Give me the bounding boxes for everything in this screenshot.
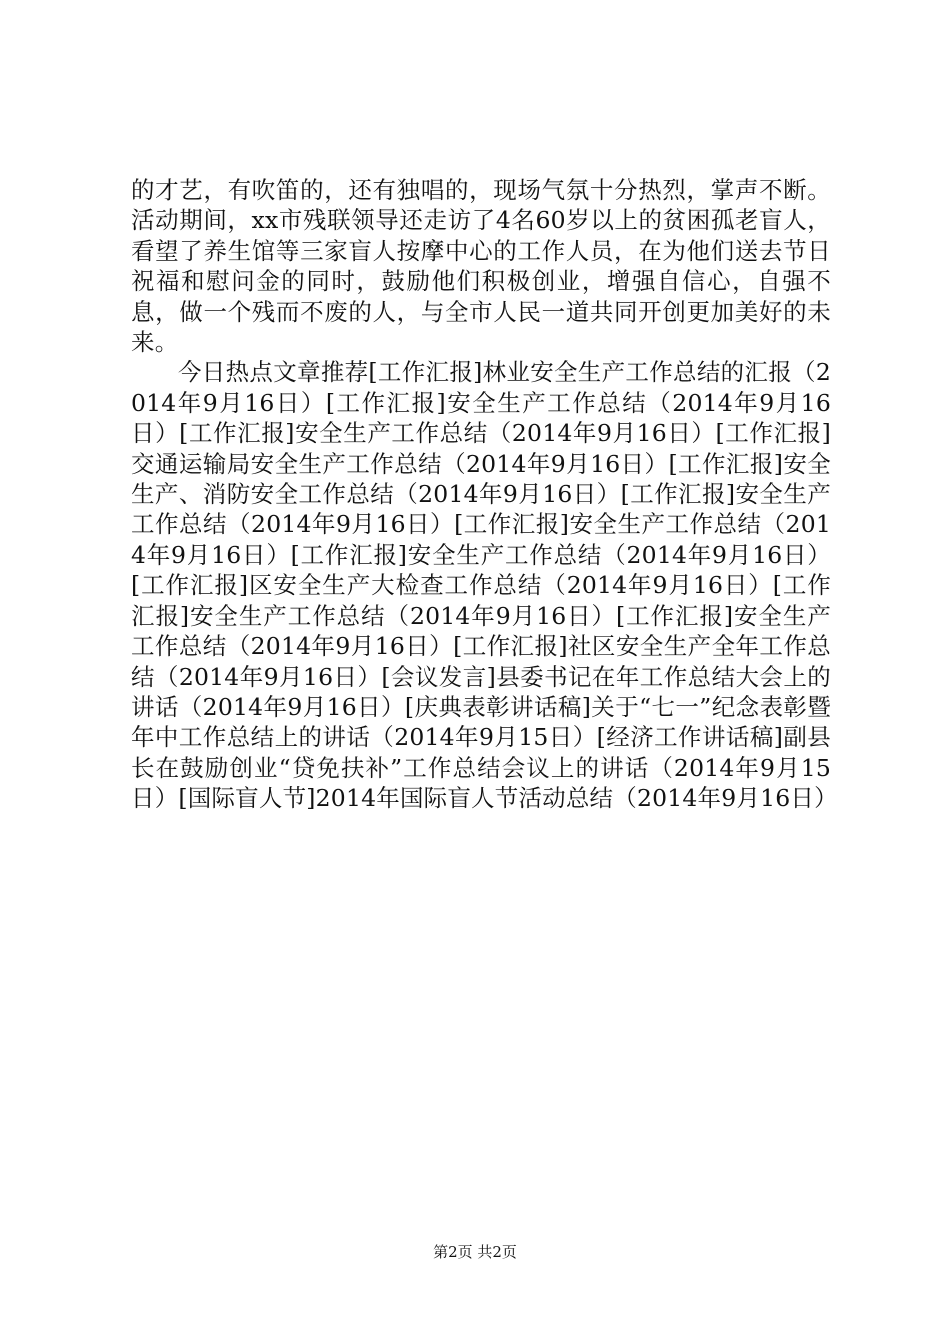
body-paragraph: 的才艺，有吹笛的，还有独唱的，现场气氛十分热烈，掌声不断。活动期间，xx市残联领导还走访了4名60岁以上的贫困孤老盲人，看望了养生馆等三家盲人按摩中心的工作人员，在为他们送去节日祝福和慰问金的同时，鼓励他们积极创业，增强自信心，自强不息，做一个残而不废的人，与全市人民一道共同开创更加美好的未来。 [131,176,831,357]
page-number-footer: 第2页 共2页 [433,1243,517,1261]
document-body [131,175,838,814]
recommended-articles-paragraph: 今日热点文章推荐[工作汇报]林业安全生产工作总结的汇报（2014年9月16日）[工作汇报]安全生产工作总结（2014年9月16日）[工作汇报]安全生产工作总结（2014年9月16日）[工作汇报]交通运输局安全生产工作总结（2014年9月16日）[工作汇报]安全生产、消防安全工作总结（2014年9月16日）[工作汇报]安全生产工作总结（2014年9月16日）[工作汇报]安全生产工作总结（2014年9月16日）[工作汇报]安全生产工作总结（2014年9月16日）[工作汇报]区安全生产大检查工作总结（2014年9月16日）[工作汇报]安全生产工作总结（2014年9月16日）[工作汇报]安全生产工作总结（2014年9月16日）[工作汇报]社区安全生产全年工作总结（2014年9月16日）[会议发言]县委书记在年工作总结大会上的讲话（2014年9月16日）[庆典表彰讲话稿]关于“七一”纪念表彰暨年中工作总结上的讲话（2014年9月15日）[经济工作讲话稿]副县长在鼓励创业“贷免扶补”工作总结会议上的讲话（2014年9月15日）[国际盲人节]2014年国际盲人节活动总结（2014年9月16日） [131,358,838,813]
